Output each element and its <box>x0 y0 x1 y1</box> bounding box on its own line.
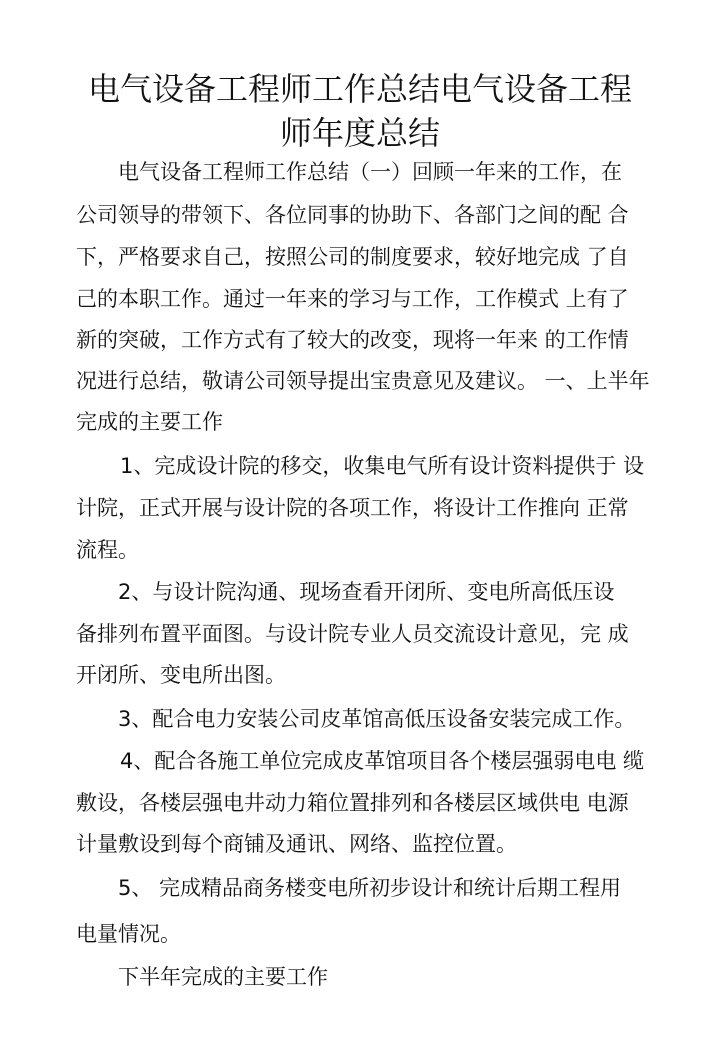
list-item-line: 敷设，各楼层强电井动力箱位置排列和各楼层区域供电 电源 <box>76 791 629 815</box>
list-item-line: 计院，正式开展与设计院的各项工作，将设计工作推向 正常 <box>76 496 629 520</box>
paragraph-line: 新的突破，工作方式有了较大的改变，现将一年来 的工作情 <box>76 328 629 352</box>
paragraph-line: 完成的主要工作 <box>76 410 223 434</box>
document-title-line-1: 电气设备工程师工作总结电气设备工程 <box>87 70 632 108</box>
list-item-line: 2、与设计院沟通、现场查看开闭所、变电所高低压设 <box>118 580 615 604</box>
paragraph-line: 公司领导的带领下、各位同事的协助下、各部门之间的配 合 <box>76 203 629 227</box>
document-title-line-2: 师年度总结 <box>279 114 440 152</box>
list-item-line: 3、配合电力安装公司皮革馆高低压设备安装完成工作。 <box>118 707 636 731</box>
paragraph-line: 己的本职工作。通过一年来的学习与工作，工作模式 上有了 <box>76 287 629 311</box>
list-item-line: 备排列布置平面图。与设计院专业人员交流设计意见，完 成 <box>76 622 629 646</box>
list-item-line: 计量敷设到每个商铺及通讯、网络、监控位置。 <box>76 832 517 856</box>
list-item-line: 流程。 <box>76 538 139 562</box>
list-item-line: 1、完成设计院的移交，收集电气所有设计资料提供于 设 <box>120 454 645 478</box>
paragraph-line: 况进行总结，敬请公司领导提出宝贵意见及建议。 一、上半年 <box>76 369 650 393</box>
paragraph-line: 下，严格要求自己，按照公司的制度要求，较好地完成 了自 <box>76 245 629 269</box>
list-item-line: 电量情况。 <box>76 922 181 946</box>
section-heading: 下半年完成的主要工作 <box>118 965 328 989</box>
paragraph-line: 电气设备工程师工作总结（一）回顾一年来的工作，在 <box>118 160 622 184</box>
list-item-line: 5、 完成精品商务楼变电所初步设计和统计后期工程用 <box>118 876 622 900</box>
list-item-line: 开闭所、变电所出图。 <box>76 663 286 687</box>
list-item-line: 4、配合各施工单位完成皮革馆项目各个楼层强弱电电 缆 <box>120 749 645 773</box>
